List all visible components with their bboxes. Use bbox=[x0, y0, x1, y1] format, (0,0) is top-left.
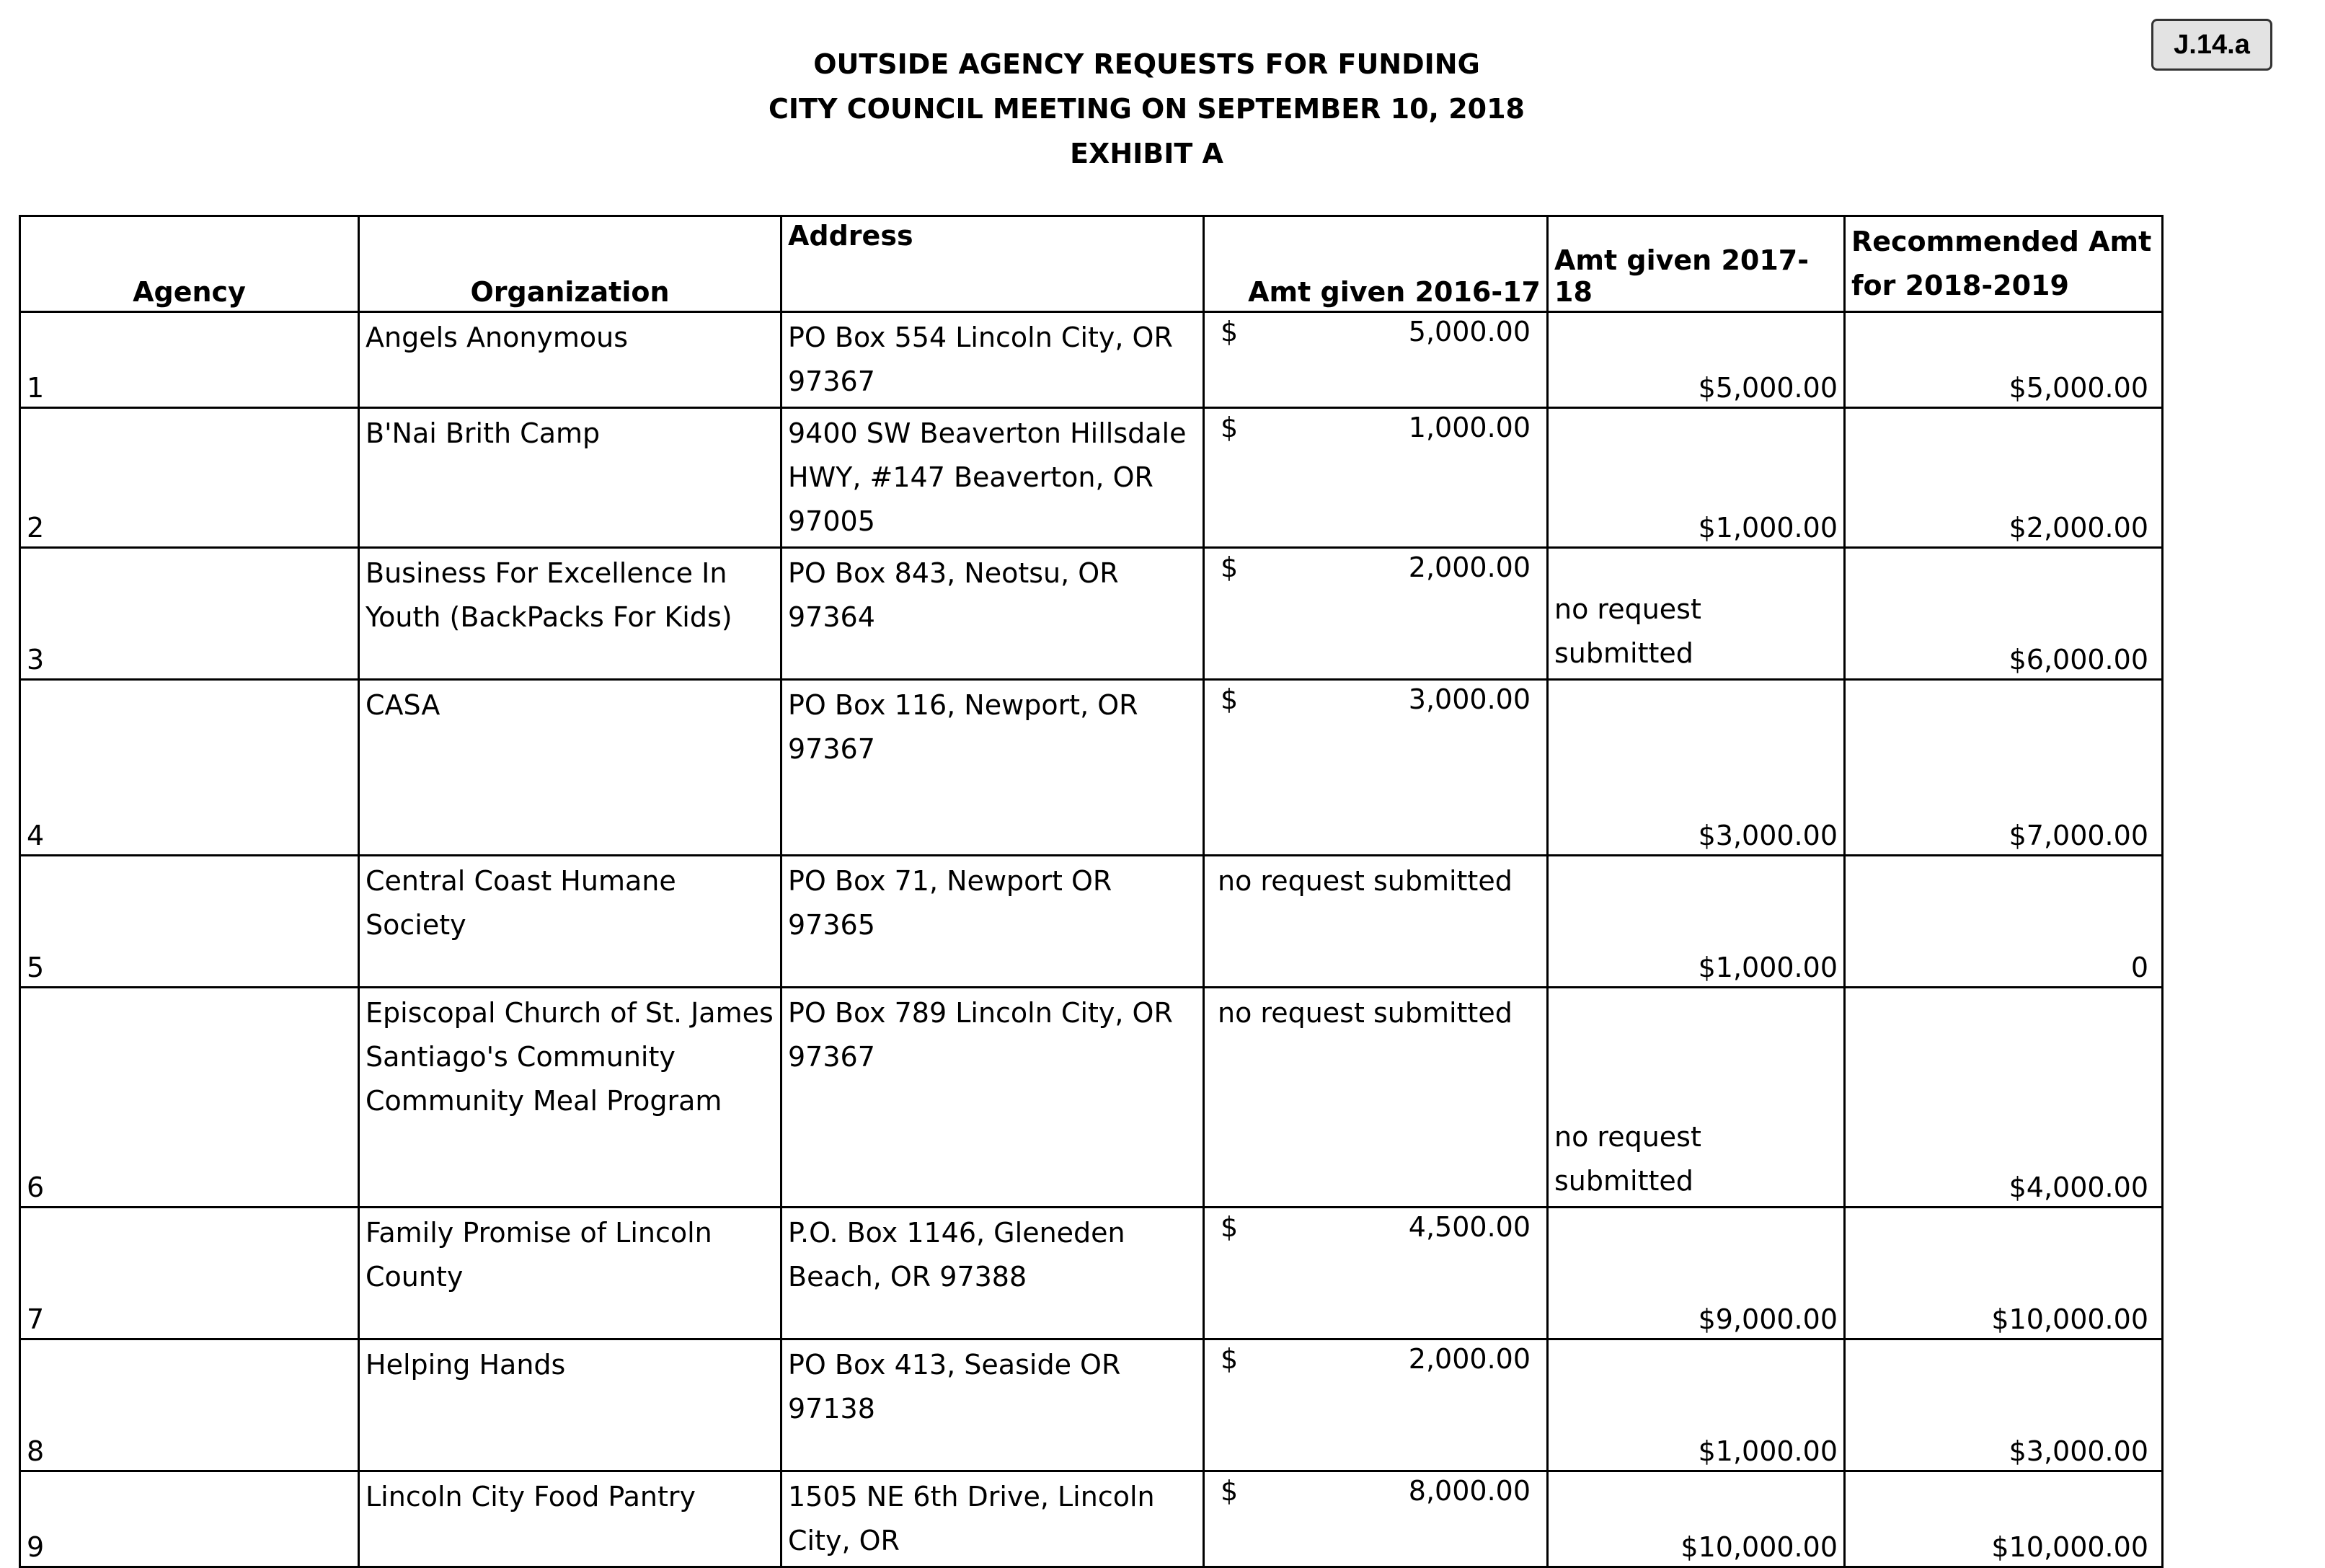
amt-2016-17: 4,500.00 bbox=[1408, 1211, 1531, 1243]
amt-2016-17-cell bbox=[1204, 1208, 1548, 1339]
document-header bbox=[0, 42, 2325, 176]
recommended-amt: $3,000.00 bbox=[1845, 1339, 2163, 1471]
exhibit-tag-badge: J.14.a bbox=[2151, 19, 2272, 71]
agency-number: 2 bbox=[20, 408, 359, 548]
table-row bbox=[20, 1208, 2163, 1339]
amt-2016-17: no request submitted bbox=[1204, 856, 1548, 988]
amt-2017-18: no request submitted bbox=[1548, 548, 1845, 680]
amt-2017-18: $1,000.00 bbox=[1548, 1339, 1845, 1471]
recommended-amt: $2,000.00 bbox=[1845, 408, 2163, 548]
organization-name: Angels Anonymous bbox=[359, 312, 781, 408]
header-exhibit: EXHIBIT A bbox=[1070, 138, 1223, 169]
amt-2017-18: $9,000.00 bbox=[1548, 1208, 1845, 1339]
currency-symbol: $ bbox=[1221, 552, 1239, 583]
amt-2016-17: 3,000.00 bbox=[1408, 683, 1531, 715]
amt-2016-17: 2,000.00 bbox=[1408, 1343, 1531, 1375]
table-row bbox=[20, 856, 2163, 988]
organization-address: PO Box 554 Lincoln City, OR 97367 bbox=[781, 312, 1204, 408]
agency-number: 1 bbox=[20, 312, 359, 408]
recommended-amt: $6,000.00 bbox=[1845, 548, 2163, 680]
table-row bbox=[20, 680, 2163, 856]
table-row bbox=[20, 408, 2163, 548]
column-header-address: Address bbox=[781, 216, 1204, 312]
amt-2017-18: $1,000.00 bbox=[1548, 856, 1845, 988]
agency-number: 3 bbox=[20, 548, 359, 680]
table-row bbox=[20, 548, 2163, 680]
organization-name: CASA bbox=[359, 680, 781, 856]
agency-number: 7 bbox=[20, 1208, 359, 1339]
currency-symbol: $ bbox=[1221, 316, 1239, 347]
organization-address: 9400 SW Beaverton Hillsdale HWY, #147 Beaverton, OR 97005 bbox=[781, 408, 1204, 548]
agency-number: 5 bbox=[20, 856, 359, 988]
agency-number: 9 bbox=[20, 1471, 359, 1567]
column-header-organization: Organization bbox=[359, 216, 781, 312]
amt-2017-18: $10,000.00 bbox=[1548, 1471, 1845, 1567]
amt-2016-17: no request submitted bbox=[1204, 988, 1548, 1208]
organization-address: 1505 NE 6th Drive, Lincoln City, OR bbox=[781, 1471, 1204, 1567]
header-meeting: CITY COUNCIL MEETING ON SEPTEMBER 10, 2018 bbox=[769, 93, 1525, 125]
currency-symbol: $ bbox=[1221, 1211, 1239, 1243]
organization-name: B'Nai Brith Camp bbox=[359, 408, 781, 548]
organization-address: PO Box 116, Newport, OR 97367 bbox=[781, 680, 1204, 856]
amt-2016-17: 8,000.00 bbox=[1408, 1475, 1531, 1507]
agency-number: 6 bbox=[20, 988, 359, 1208]
organization-name: Helping Hands bbox=[359, 1339, 781, 1471]
column-header-recommended: Recommended Amt for 2018-2019 bbox=[1845, 216, 2163, 312]
recommended-amt: $4,000.00 bbox=[1845, 988, 2163, 1208]
amt-2016-17: 1,000.00 bbox=[1408, 412, 1531, 443]
column-header-agency: Agency bbox=[20, 216, 359, 312]
amt-2016-17-cell bbox=[1204, 548, 1548, 680]
currency-symbol: $ bbox=[1221, 1475, 1239, 1507]
recommended-amt: $10,000.00 bbox=[1845, 1208, 2163, 1339]
organization-address: PO Box 413, Seaside OR 97138 bbox=[781, 1339, 1204, 1471]
organization-address: P.O. Box 1146, Gleneden Beach, OR 97388 bbox=[781, 1208, 1204, 1339]
amt-2017-18: $1,000.00 bbox=[1548, 408, 1845, 548]
table-row bbox=[20, 1471, 2163, 1567]
funding-table bbox=[19, 215, 2164, 1568]
recommended-amt: $10,000.00 bbox=[1845, 1471, 2163, 1567]
table-row bbox=[20, 1339, 2163, 1471]
amt-2016-17-cell bbox=[1204, 408, 1548, 548]
amt-2016-17-cell bbox=[1204, 312, 1548, 408]
organization-name: Central Coast Humane Society bbox=[359, 856, 781, 988]
recommended-amt: $7,000.00 bbox=[1845, 680, 2163, 856]
column-header-amt-2017-18: Amt given 2017-18 bbox=[1548, 216, 1845, 312]
recommended-amt: $5,000.00 bbox=[1845, 312, 2163, 408]
organization-name: Family Promise of Lincoln County bbox=[359, 1208, 781, 1339]
table-row bbox=[20, 988, 2163, 1208]
amt-2017-18: no request submitted bbox=[1548, 988, 1845, 1208]
agency-number: 8 bbox=[20, 1339, 359, 1471]
amt-2016-17-cell bbox=[1204, 680, 1548, 856]
organization-address: PO Box 789 Lincoln City, OR 97367 bbox=[781, 988, 1204, 1208]
amt-2016-17-cell bbox=[1204, 1339, 1548, 1471]
amt-2016-17: 2,000.00 bbox=[1408, 552, 1531, 583]
currency-symbol: $ bbox=[1221, 683, 1239, 715]
organization-name: Episcopal Church of St. James Santiago's Community Community Meal Program bbox=[359, 988, 781, 1208]
table-header-row bbox=[20, 216, 2163, 312]
agency-number: 4 bbox=[20, 680, 359, 856]
organization-name: Business For Excellence In Youth (BackPacks For Kids) bbox=[359, 548, 781, 680]
amt-2017-18: $3,000.00 bbox=[1548, 680, 1845, 856]
currency-symbol: $ bbox=[1221, 1343, 1239, 1375]
organization-name: Lincoln City Food Pantry bbox=[359, 1471, 781, 1567]
amt-2016-17-cell bbox=[1204, 1471, 1548, 1567]
amt-2017-18: $5,000.00 bbox=[1548, 312, 1845, 408]
table-row bbox=[20, 312, 2163, 408]
organization-address: PO Box 843, Neotsu, OR 97364 bbox=[781, 548, 1204, 680]
column-header-amt-2016-17: Amt given 2016-17 bbox=[1204, 216, 1548, 312]
header-title: OUTSIDE AGENCY REQUESTS FOR FUNDING bbox=[813, 48, 1480, 80]
recommended-amt: 0 bbox=[1845, 856, 2163, 988]
amt-2016-17: 5,000.00 bbox=[1408, 316, 1531, 347]
organization-address: PO Box 71, Newport OR 97365 bbox=[781, 856, 1204, 988]
currency-symbol: $ bbox=[1221, 412, 1239, 443]
